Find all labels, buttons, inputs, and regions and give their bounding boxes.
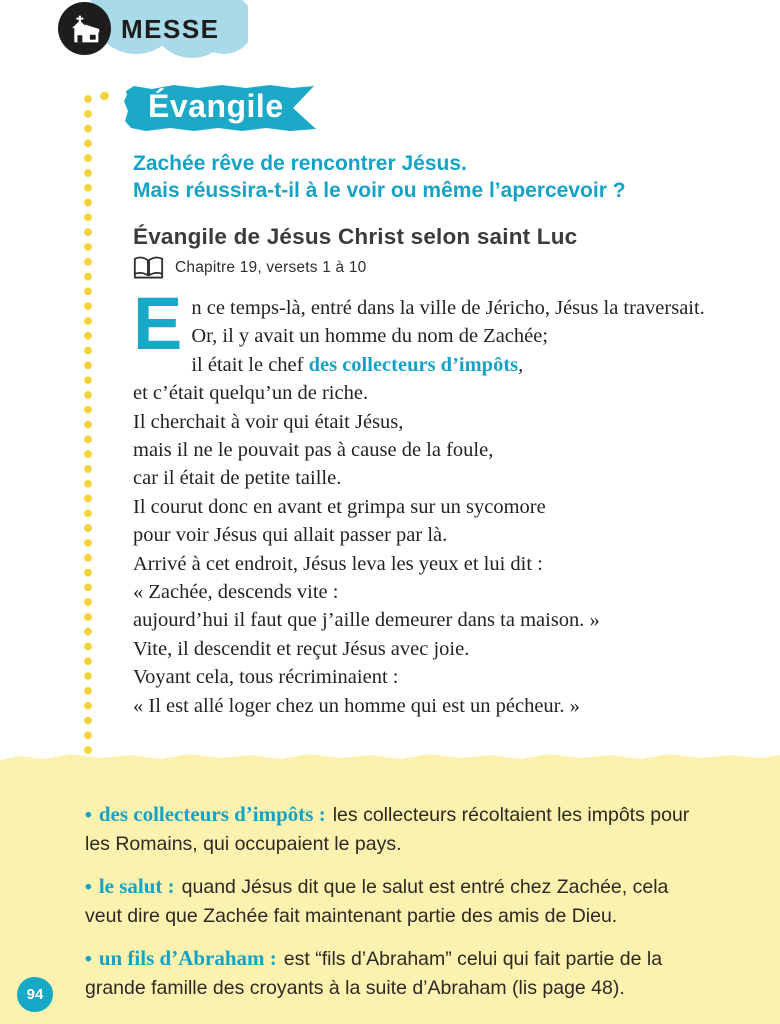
gospel-line	[133, 379, 703, 407]
drop-cap: E	[133, 282, 183, 365]
glossary-definition: les collecteurs récoltaient les impôts pour les Romains, qui occupaient le pays.	[85, 804, 690, 855]
open-book-icon	[133, 255, 164, 280]
gospel-line	[133, 521, 703, 549]
gospel-line-text: il était le chef	[191, 353, 309, 376]
panel-torn-edge	[0, 750, 780, 764]
glossary-list	[85, 800, 710, 1016]
reference-text: Chapitre 19, versets 1 à 10	[175, 258, 367, 276]
gospel-line-text: mais il ne le pouvait pas à cause de la foule,	[133, 439, 494, 462]
messe-section-badge	[58, 2, 111, 55]
bullet-icon: •	[85, 876, 92, 898]
gospel-lines	[133, 282, 705, 720]
page-number: 94	[26, 986, 44, 1003]
glossary-entry	[85, 944, 710, 1003]
gospel-line-text: aujourd’hui il faut que j’aille demeurer dans ta maison. »	[133, 609, 600, 632]
highlighted-term: des collecteurs d’impôts	[308, 353, 519, 376]
gospel-line	[133, 578, 703, 606]
gospel-line-text: Or, il y avait un homme du nom de Zachée;	[191, 325, 549, 348]
gospel-line	[133, 294, 703, 322]
glossary-entry	[85, 872, 710, 931]
gospel-line	[133, 550, 703, 578]
gospel-line	[133, 322, 703, 350]
church-icon	[69, 14, 101, 44]
glossary-definition: quand Jésus dit que le salut est entré chez Zachée, cela veut dire que Zachée fait maintenant partie des amis de Dieu.	[85, 876, 669, 927]
gospel-line	[133, 692, 703, 720]
gospel-line	[133, 606, 703, 634]
glossary-term: des collecteurs d’impôts :	[98, 802, 326, 826]
gospel-line	[133, 436, 703, 464]
gospel-line-text: n ce temps-là, entré dans la ville de Jéricho, Jésus la traversait.	[191, 297, 705, 319]
intro-line-2: Mais réussira-t-il à le voir ou même l’apercevoir ?	[133, 179, 626, 202]
glossary-term: le salut :	[98, 874, 175, 898]
gospel-line-text: pour voir Jésus qui allait passer par là.	[133, 524, 448, 547]
gospel-line-text: ,	[518, 353, 524, 376]
gospel-line	[133, 663, 703, 691]
gospel-line	[133, 493, 703, 521]
reading-title: Évangile de Jésus Christ selon saint Luc	[133, 224, 578, 249]
decorative-dot	[100, 92, 109, 100]
gospel-line-text: et c’était quelqu’un de riche.	[133, 382, 369, 405]
gospel-line	[133, 635, 703, 663]
gospel-text	[133, 282, 705, 720]
gospel-line-text: « Zachée, descends vite :	[133, 581, 339, 604]
gospel-line-text: Vite, il descendit et reçut Jésus avec joie.	[133, 637, 470, 660]
gospel-line-text: Il courut donc en avant et grimpa sur un sycomore	[133, 495, 546, 518]
glossary-definition: est “fils d’Abraham” celui qui fait partie de la grande famille des croyants à la suite d’Abraham (lis page 48).	[85, 948, 663, 999]
decorative-dotted-line	[82, 92, 94, 758]
gospel-line-text: « Il est allé loger chez un homme qui est un pécheur. »	[133, 694, 580, 717]
gospel-line-text: Il cherchait à voir qui était Jésus,	[133, 410, 404, 433]
bullet-icon: •	[85, 948, 92, 970]
gospel-line-text: Arrivé à cet endroit, Jésus leva les yeux et lui dit :	[133, 552, 543, 575]
intro-line-1: Zachée rêve de rencontrer Jésus.	[133, 152, 467, 175]
gospel-line	[133, 351, 703, 379]
evangile-banner	[122, 82, 322, 134]
banner-title: Évangile	[148, 88, 284, 124]
glossary-entry	[85, 800, 710, 859]
gospel-line-text: car il était de petite taille.	[133, 467, 342, 490]
section-title: MESSE	[121, 14, 220, 44]
gospel-line	[133, 464, 703, 492]
gospel-line-text: Voyant cela, tous récriminaient :	[133, 666, 399, 689]
page-number-badge	[17, 977, 53, 1012]
gospel-line	[133, 408, 703, 436]
intro-text	[133, 150, 733, 204]
bullet-icon: •	[85, 804, 92, 826]
reading-reference	[133, 255, 367, 280]
glossary-term: un fils d’Abraham :	[98, 946, 277, 970]
